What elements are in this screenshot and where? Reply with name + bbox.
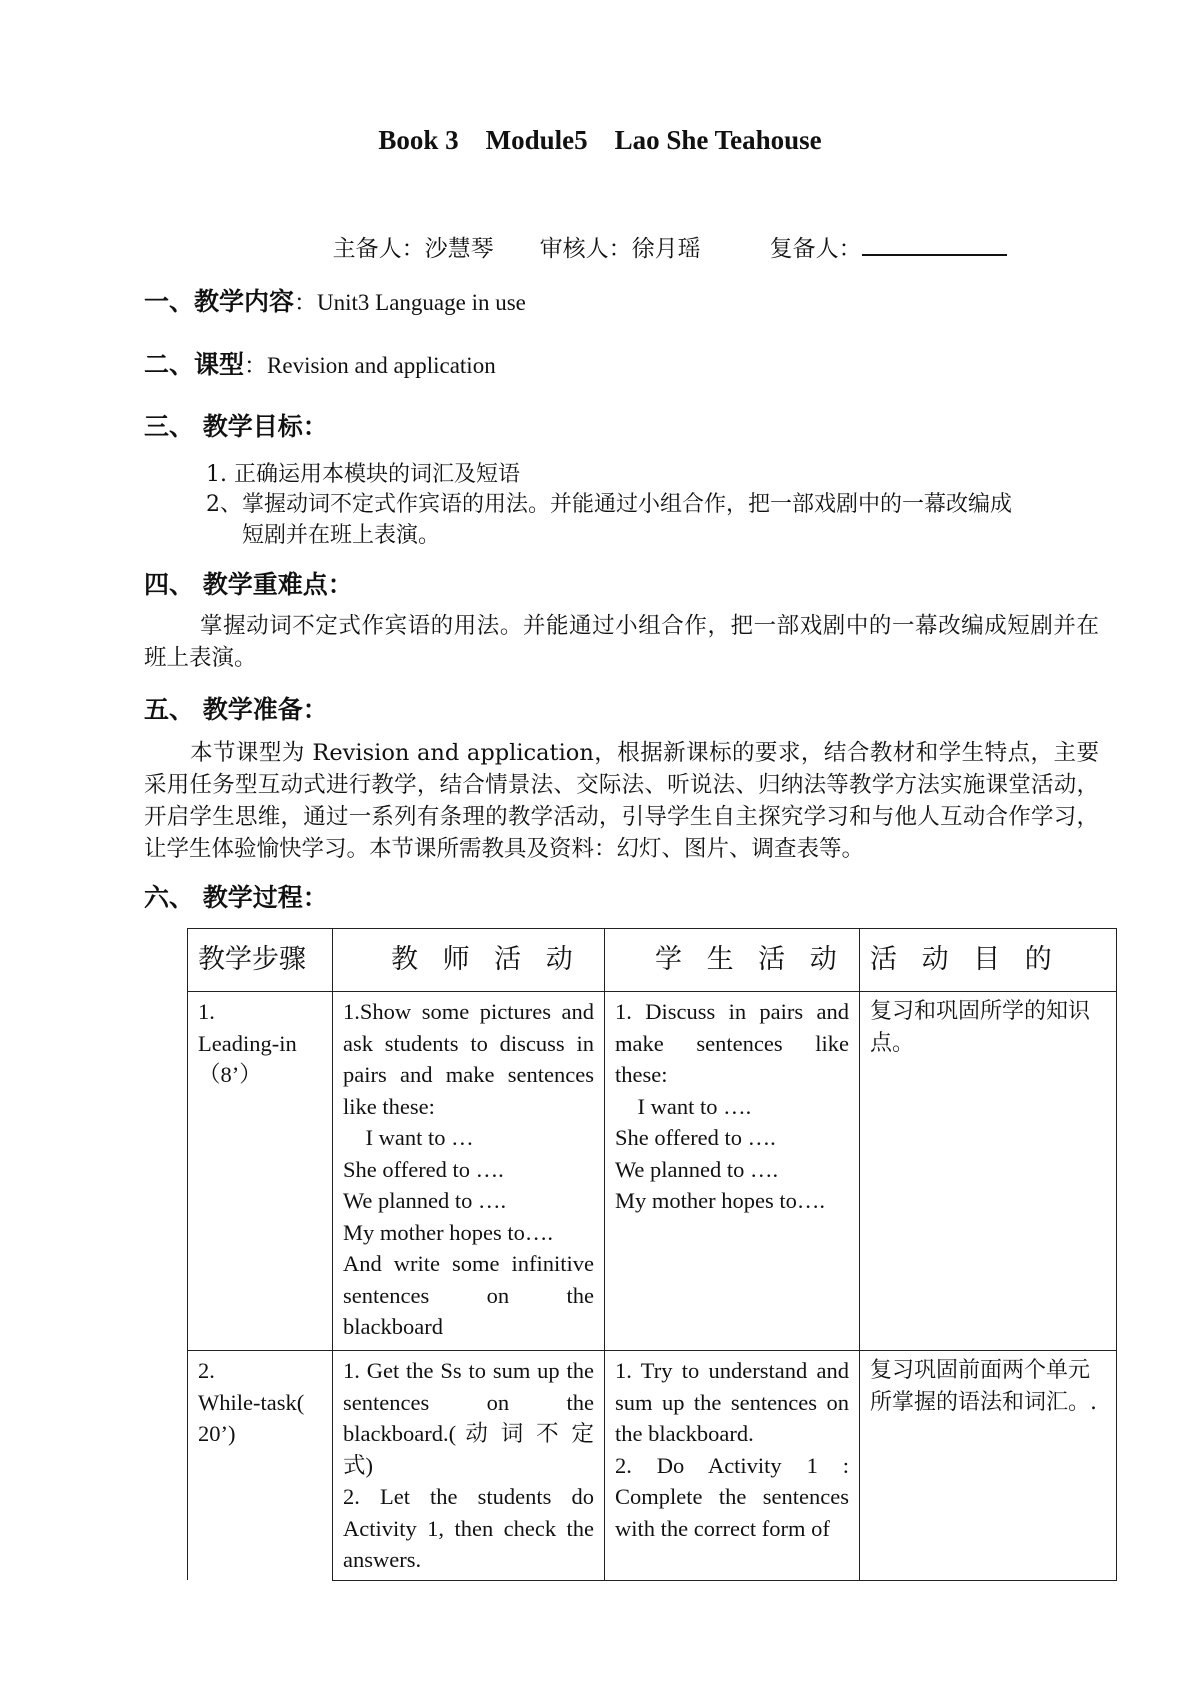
co-preparer: 复备人： xyxy=(769,236,862,262)
student-activity-line: 2. Do Activity 1 : Complete the sentences with the correct form of xyxy=(615,1452,849,1541)
section-5-text: 本节课型为 Revision and application，根据新课标的要求，结合教材和学生特点，主要采用任务型互动式进行教学，结合情景法、交际法、听说法、归纳法等教学方法实施课堂活动，开启学生思维，通过一系列有条理的教学活动，引导学生自主探究学习和与他人互动合作学习，让学生体验愉快学习。本节课所需教具及资料：幻灯、图片、调查表等。 xyxy=(144,740,1099,862)
student-activity-line: My mother hopes to…. xyxy=(615,1188,825,1213)
goal-1: 1. 正确运用本模块的词汇及短语 xyxy=(206,462,520,487)
section-2-value: ：Revision and application xyxy=(244,353,496,378)
table-row xyxy=(188,992,1117,1351)
teacher-activity-line: My mother hopes to…. xyxy=(343,1219,553,1245)
header-teacher: 教 师 活 动 xyxy=(333,929,605,992)
teacher-activity-line: 2. Let the students do Activity 1, then check the answers. xyxy=(343,1484,594,1572)
student-activity-line: 1. Try to understand and sum up the sentences on the blackboard. xyxy=(615,1358,849,1446)
goal-2-cont: 短剧并在班上表演。 xyxy=(242,523,441,548)
section-1-label: 一、教学内容 xyxy=(144,287,295,316)
step-time: （8’） xyxy=(198,1062,262,1087)
teacher-activity-line: I want to … xyxy=(343,1125,474,1150)
section-2 xyxy=(144,345,496,381)
reviewer: 审核人：徐月瑶 xyxy=(539,236,701,262)
student-activity-line: She offered to …. xyxy=(615,1125,776,1150)
step-number: 2. xyxy=(198,1358,215,1383)
student-activity-line: We planned to …. xyxy=(615,1156,779,1182)
step-name: Leading-in xyxy=(198,1030,297,1056)
preparer-line xyxy=(318,204,1007,263)
section-5-label: 五、 教学准备： xyxy=(144,695,328,724)
table-row xyxy=(188,1351,1117,1581)
section-4-text: 掌握动词不定式作宾语的用法。并能通过小组合作，把一部戏剧中的一幕改编成短剧并在班上表演。 xyxy=(144,613,1099,671)
preparer: 主备人：沙慧琴 xyxy=(332,236,494,262)
step-cell xyxy=(188,992,333,1351)
step-name: While-task( xyxy=(198,1389,305,1415)
header-step: 教学步骤 xyxy=(188,929,333,992)
purpose-text: 复习和巩固所学的知识点。 xyxy=(870,999,1091,1056)
step-time: 20’) xyxy=(198,1421,236,1446)
purpose-text: 复习巩固前面两个单元所掌握的语法和词汇。. xyxy=(870,1358,1097,1415)
co-preparer-blank xyxy=(862,232,1007,256)
section-3-label: 三、 教学目标： xyxy=(144,412,328,441)
student-cell xyxy=(605,1351,860,1581)
document-title: Book 3 Module5 Lao She Teahouse xyxy=(378,125,822,155)
teacher-cell xyxy=(333,1351,605,1581)
table-header-row xyxy=(188,929,1117,992)
teaching-process-table xyxy=(187,928,1117,1581)
purpose-cell xyxy=(860,992,1117,1351)
teacher-activity-line: She offered to …. xyxy=(343,1156,504,1182)
teacher-activity-line: 1. Get the Ss to sum up the sentences on the blackboard.( 动 词 不 定 式) xyxy=(343,1358,594,1478)
section-1-value: ：Unit3 Language in use xyxy=(294,290,526,315)
student-activity-line: I want to …. xyxy=(615,1093,752,1119)
purpose-cell xyxy=(860,1351,1117,1581)
student-activity-line: 1. Discuss in pairs and make sentences like these: xyxy=(615,999,849,1087)
step-number: 1. xyxy=(198,999,215,1024)
goal-2: 2、掌握动词不定式作宾语的用法。并能通过小组合作，把一部戏剧中的一幕改编成 xyxy=(206,492,1012,517)
teacher-activity-line: We planned to …. xyxy=(343,1188,507,1213)
teacher-activity-line: 1.Show some pictures and ask students to discuss in pairs and make sentences like these: xyxy=(343,999,594,1119)
teacher-activity-line: And write some infinitive sentences on the blackboard xyxy=(343,1251,594,1339)
teacher-cell xyxy=(333,992,605,1351)
section-6-label: 六、 教学过程： xyxy=(144,883,328,912)
header-purpose: 活 动 目 的 xyxy=(860,929,1117,992)
section-1 xyxy=(144,282,526,318)
section-4-label: 四、 教学重难点： xyxy=(144,570,353,599)
step-cell xyxy=(188,1351,333,1581)
section-2-label: 二、课型 xyxy=(144,350,245,379)
student-cell xyxy=(605,992,860,1351)
header-student: 学 生 活 动 xyxy=(605,929,860,992)
